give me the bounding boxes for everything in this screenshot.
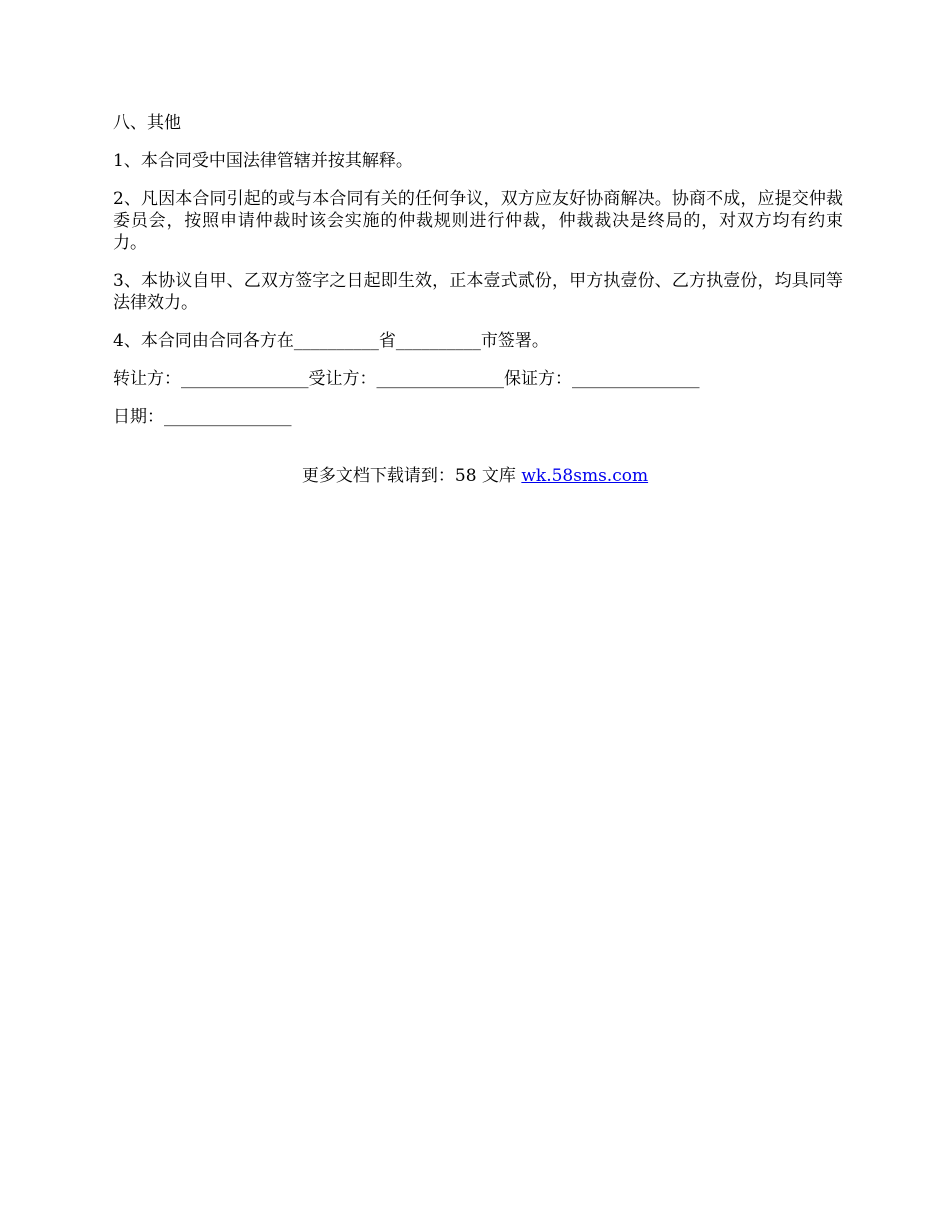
clause-3: 3、本协议自甲、乙双方签字之日起即生效，正本壹式贰份，甲方执壹份、乙方执壹份，均具同等法律效力。: [113, 271, 843, 313]
clause-4: 4、本合同由合同各方在__________省__________市签署。: [113, 331, 549, 351]
clause-1: 1、本合同受中国法律管辖并按其解释。: [113, 151, 413, 171]
clause-2: 2、凡因本合同引起的或与本合同有关的任何争议，双方应友好协商解决。协商不成，应提交仲裁委员会，按照申请仲裁时该会实施的仲裁规则进行仲裁，仲裁裁决是终局的，对双方均有约束力。: [113, 189, 843, 253]
signature-line: 转让方：_______________受让方：_______________保证方：_______________: [113, 369, 700, 389]
footer-text: 更多文档下载请到：58 文库: [301, 466, 522, 486]
section-heading: 八、其他: [113, 113, 181, 133]
document-body: [113, 112, 843, 444]
date-line: 日期：_______________: [113, 407, 292, 427]
download-footer: [0, 465, 950, 487]
footer-link[interactable]: wk.58sms.com: [521, 466, 649, 486]
